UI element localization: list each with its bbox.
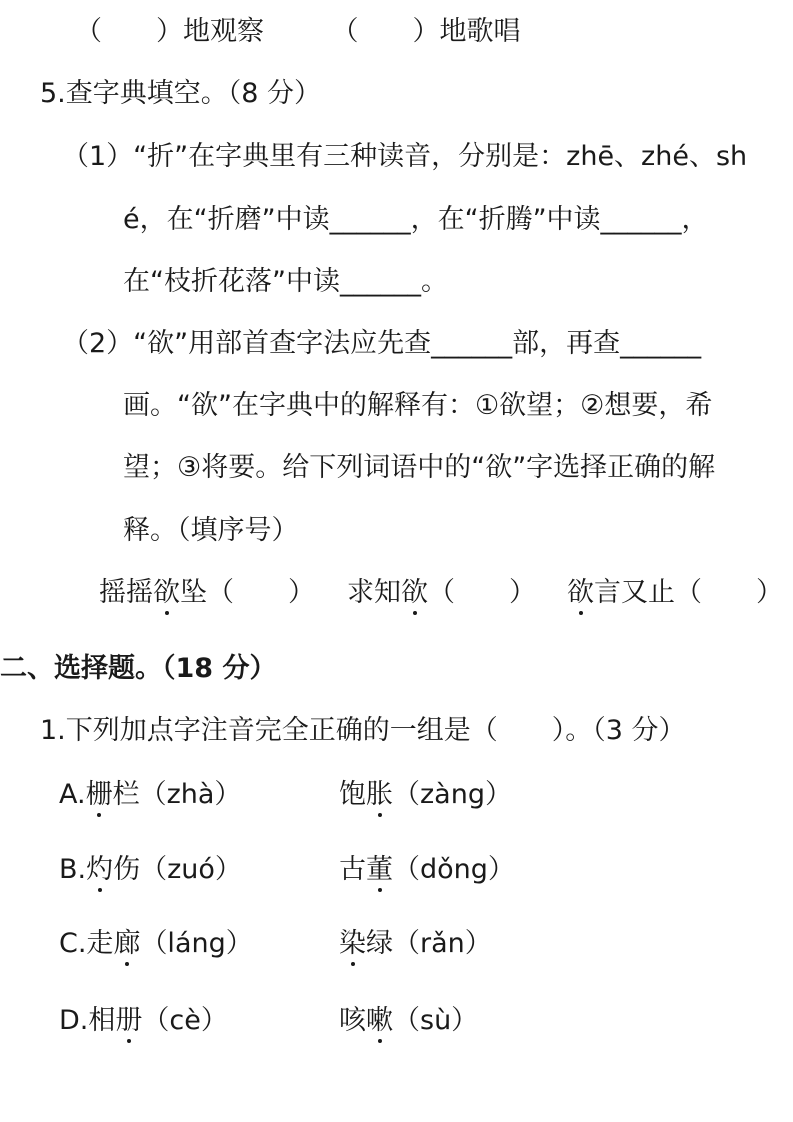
q5-word-3: [567, 579, 783, 606]
q5-word-2: [347, 579, 536, 606]
option-text: 栏（zhà）: [112, 779, 242, 810]
option-text: （zàng）: [393, 779, 512, 810]
option-text: （sù）: [393, 1005, 479, 1036]
q5-p1-line1: （1）“折”在字典里有三种读音，分别是：zhē、zhé、sh: [62, 141, 748, 172]
dotted-char: 欲: [567, 577, 594, 608]
q1-stem: 1.下列加点字注音完全正确的一组是（ ）。（3 分）: [40, 715, 686, 746]
dotted-char: 欲: [153, 577, 180, 608]
option-text: （láng）: [140, 928, 253, 959]
option-text: 古: [339, 854, 366, 885]
top-row-blanks: （ ）地观察 （ ）地歌唱: [75, 16, 521, 47]
option-text: （cè）: [142, 1005, 228, 1036]
option-text: 咳: [339, 1005, 366, 1036]
word-text: （ ）: [428, 577, 536, 608]
option-text: 伤（zuó）: [113, 854, 242, 885]
q5-title: 5.查字典填空。（8 分）: [40, 78, 322, 109]
word-text: 言又止（ ）: [594, 577, 783, 608]
option-text: 饱: [339, 779, 366, 810]
option-c-right: [339, 930, 492, 957]
option-a-right: [339, 781, 512, 808]
option-text: （dǒng）: [393, 854, 515, 885]
dotted-char: 胀: [366, 779, 393, 810]
dotted-char: 董: [366, 854, 393, 885]
q5-p1-line3: 在“枝折花落”中读______。: [123, 266, 448, 297]
option-text: C.走: [59, 928, 114, 959]
word-text: 摇摇: [99, 577, 153, 608]
q5-p1-line2: é，在“折磨”中读______，在“折腾”中读______，: [123, 204, 709, 235]
option-text: 绿（rǎn）: [366, 928, 492, 959]
dotted-char: 欲: [401, 577, 428, 608]
option-b-left: [59, 856, 242, 883]
word-text: 求知: [347, 577, 401, 608]
section2-title: 二、选择题。（18 分）: [0, 653, 277, 684]
option-text: B.: [59, 854, 87, 885]
dotted-char: 嗽: [366, 1005, 393, 1036]
dotted-char: 廊: [113, 928, 141, 959]
option-b-right: [339, 856, 515, 883]
q5-word-1: [99, 579, 315, 606]
q5-p2-line4: 释。（填序号）: [123, 515, 299, 546]
dotted-char: 栅: [85, 779, 113, 810]
option-c-left: [59, 930, 253, 957]
q5-p2-line2: 画。“欲”在字典中的解释有：①欲望；②想要，希: [123, 390, 713, 421]
option-a-left: A.栅栏（zhà）: [59, 779, 242, 810]
option-d-left: [59, 1007, 228, 1034]
q5-p2-line1: （2）“欲”用部首查字法应先查______部，再查______: [62, 328, 702, 359]
dotted-char: 册: [115, 1005, 143, 1036]
dotted-char: 染: [339, 928, 366, 959]
q5-p2-line3: 望；③将要。给下列词语中的“欲”字选择正确的解: [123, 452, 716, 483]
dotted-char: 灼: [86, 854, 114, 885]
option-d-right: [339, 1007, 478, 1034]
word-text: 坠（ ）: [180, 577, 315, 608]
option-text: D.相: [59, 1005, 116, 1036]
